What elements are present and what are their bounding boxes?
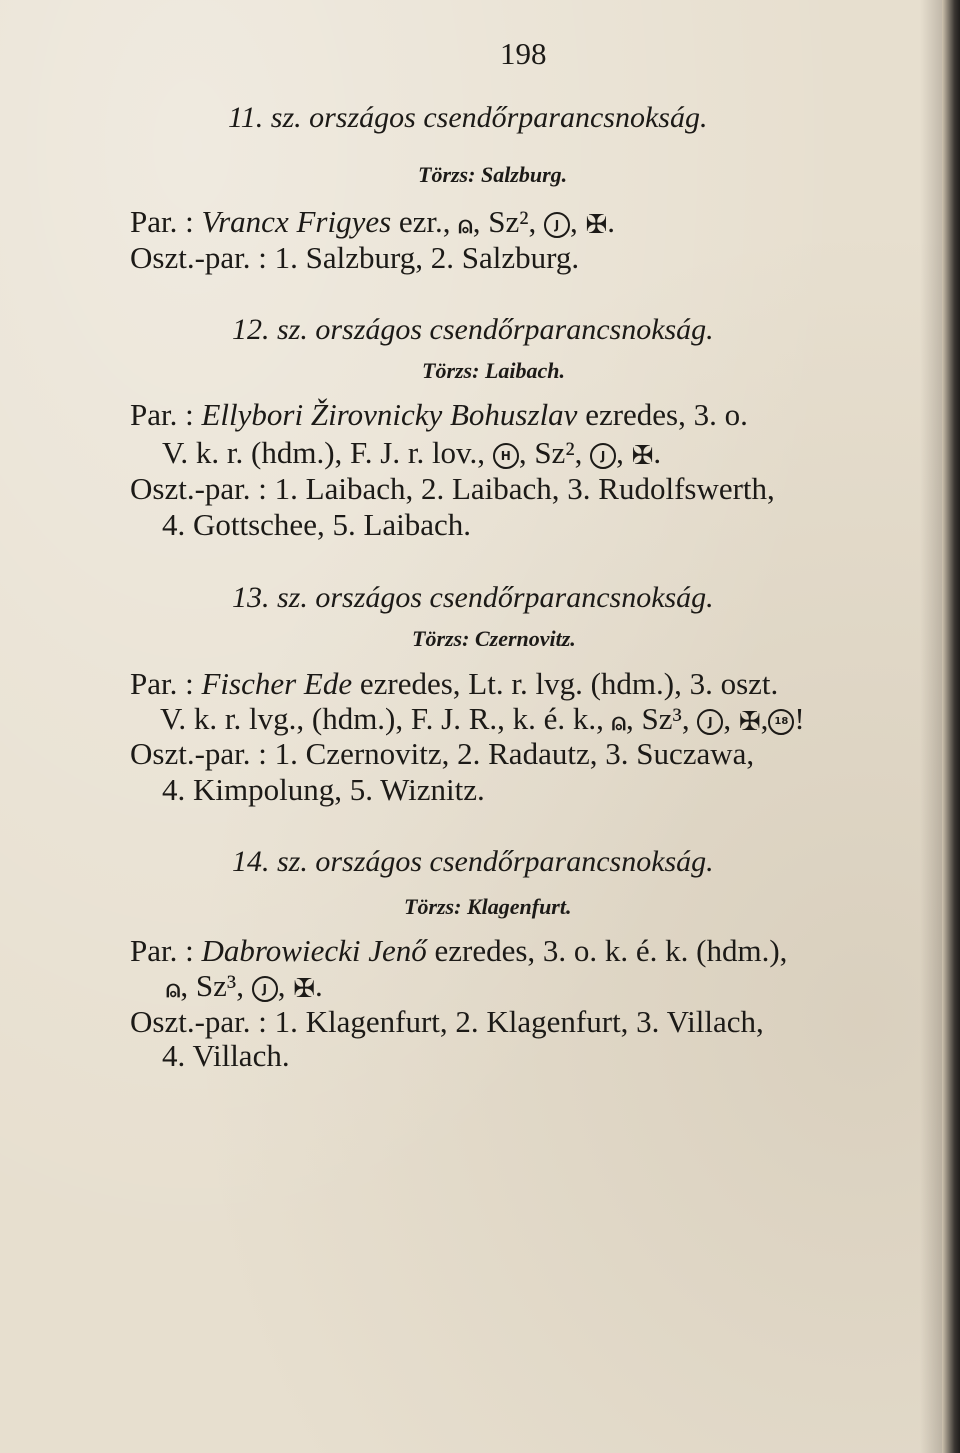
par-name: Fischer Ede — [201, 666, 353, 701]
par-name: Ellybori Žirovnicky Bohuszlav — [201, 397, 578, 432]
section-13-oszt-line1: Oszt.-par. : 1. Czernovitz, 2. Radautz, 3. Suczawa, — [130, 736, 755, 771]
section-11-heading — [228, 103, 707, 133]
helmet-icon: ⍝ — [458, 210, 473, 239]
section-12-par-line2: V. k. r. (hdm.), F. J. r. lov., H , Sz², J , ✠. — [162, 435, 662, 471]
section-13-par — [130, 668, 778, 699]
par-name: Dabrowiecki Jenő — [201, 933, 427, 968]
section-13-torzs — [412, 628, 576, 650]
cross-icon: ✠ — [631, 440, 654, 471]
heading-text: sz. országos csendőrparancsnokság. — [277, 313, 714, 346]
cross-icon: ✠ — [293, 973, 315, 1004]
par-rest: ezredes, 3. o. — [585, 397, 748, 432]
par-line2-tail: , Sz², — [518, 435, 591, 470]
circle-h-icon: H — [493, 443, 519, 469]
par-line2-tail: , Sz³, — [180, 968, 252, 1003]
par-rest: ezr., — [398, 204, 451, 239]
section-12-torzs — [422, 360, 565, 382]
section-14-torzs — [404, 896, 571, 918]
section-14-heading — [232, 847, 714, 877]
heading-text: sz. országos csendőrparancsnokság. — [277, 845, 714, 878]
section-12-oszt-line1: Oszt.-par. : 1. Laibach, 2. Laibach, 3. Rudolfswerth, — [130, 471, 775, 506]
circle-j-icon: J — [544, 212, 570, 238]
torzs-label: Törzs: — [422, 358, 480, 383]
par-rest: ezredes, 3. o. k. é. k. (hdm.), — [434, 933, 788, 968]
par-tail: , Sz², — [472, 204, 544, 239]
cross-icon: ✠ — [738, 706, 761, 737]
par-line2: V. k. r. (hdm.), F. J. r. lov., — [162, 435, 486, 470]
page-shadow — [920, 0, 942, 1453]
par-line2: V. k. r. lvg., (hdm.), F. J. R., k. é. k., — [160, 701, 604, 736]
page-number: 198 — [500, 36, 547, 71]
helmet-icon: ⍝ — [611, 707, 627, 736]
par-line2-tail: , Sz³, — [626, 701, 690, 736]
heading-number: 13. — [232, 581, 270, 614]
heading-number: 11. — [228, 101, 264, 134]
heading-text: sz. országos csendőrparancsnokság. — [270, 101, 708, 134]
par-name: Vrancx Frigyes — [201, 204, 392, 239]
torzs-label: Törzs: — [412, 626, 470, 651]
heading-number: 12. — [232, 313, 270, 346]
torzs-label: Törzs: — [404, 894, 462, 919]
par-label: Par. : — [130, 397, 194, 432]
torzs-value: Laibach. — [484, 358, 566, 383]
section-13-oszt-line2: 4. Kimpolung, 5. Wiznitz. — [162, 772, 485, 807]
section-11-torzs — [418, 164, 567, 186]
section-14-oszt-line1: Oszt.-par. : 1. Klagenfurt, 2. Klagenfurt, 3. Villach, — [130, 1004, 764, 1039]
torzs-value: Salzburg. — [480, 162, 568, 187]
section-12-par — [130, 399, 748, 430]
section-14-par — [130, 935, 787, 966]
circle-j-icon: J — [590, 443, 616, 469]
torzs-label: Törzs: — [418, 162, 476, 187]
circle-j-icon: J — [252, 976, 278, 1002]
section-11-oszt: Oszt.-par. : 1. Salzburg, 2. Salzburg. — [130, 240, 580, 275]
section-12-heading — [232, 315, 714, 345]
par-label: Par. : — [130, 933, 194, 968]
circle-j-icon: J — [697, 709, 723, 735]
par-rest: ezredes, Lt. r. lvg. (hdm.), 3. oszt. — [359, 666, 779, 701]
helmet-icon: ⍝ — [166, 974, 181, 1003]
page-edge — [942, 0, 960, 1453]
heading-text: sz. országos csendőrparancsnokság. — [277, 581, 714, 614]
par-label: Par. : — [130, 666, 194, 701]
cross-icon: ✠ — [585, 209, 608, 240]
section-14-par-line2: ⍝, Sz³, J , ✠. — [166, 968, 323, 1004]
torzs-value: Klagenfurt. — [466, 894, 572, 919]
section-11-par: Par. : Vrancx Frigyes ezr., ⍝, Sz², J , ✠. — [130, 204, 616, 240]
section-13-heading — [232, 583, 714, 613]
section-13-par-line2: V. k. r. lvg., (hdm.), F. J. R., k. é. k., ⍝, Sz³, J , ✠, 18 ! — [160, 701, 805, 737]
section-14-oszt-line2: 4. Villach. — [162, 1038, 290, 1073]
heading-number: 14. — [232, 845, 270, 878]
par-label: Par. : — [130, 204, 194, 239]
torzs-value: Czernovitz. — [474, 626, 576, 651]
circle-18-icon: 18 — [768, 709, 794, 735]
section-12-oszt-line2: 4. Gottschee, 5. Laibach. — [162, 507, 472, 542]
